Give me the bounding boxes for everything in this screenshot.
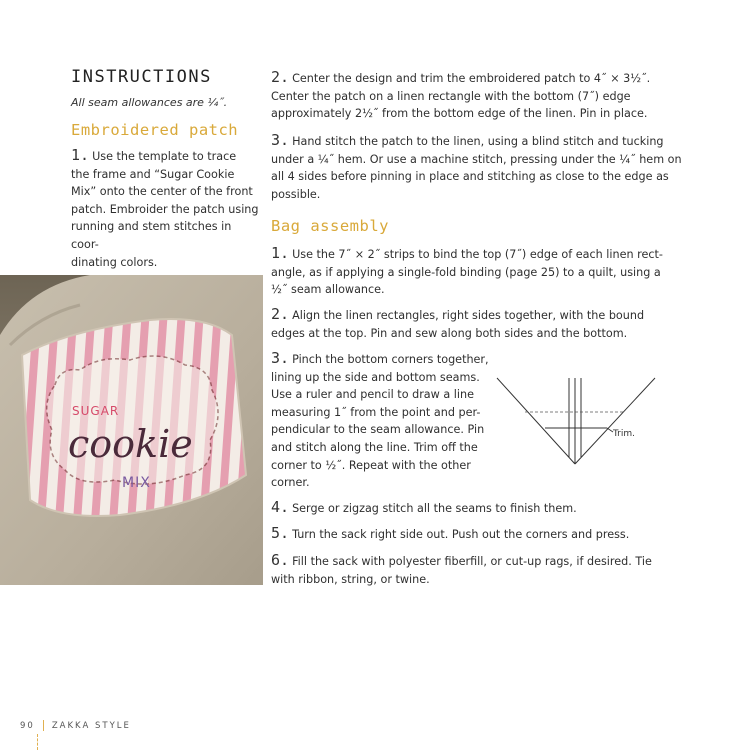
step-line: Fill the sack with polyester fiberfill, or cut-up rags, if desired. Tie xyxy=(292,555,652,568)
bag-step-2 xyxy=(271,306,691,342)
step-line: corner. xyxy=(271,476,310,490)
step-number: 5. xyxy=(271,524,290,542)
step-line: Center the patch on a linen rectangle with the bottom (7˝) edge xyxy=(271,89,631,103)
page-number: 90 xyxy=(20,721,35,731)
step-line: lining up the side and bottom seams. xyxy=(271,370,480,384)
step-line: all 4 sides before pinning in place and stitching as close to the edge as xyxy=(271,170,669,184)
step-number: 2. xyxy=(271,68,290,86)
step-line: the frame and “Sugar Cookie xyxy=(71,167,235,181)
cookie-embroidery: cookie xyxy=(68,422,193,466)
step-number: 1. xyxy=(71,146,90,164)
step-line: measuring 1˝ from the point and per- xyxy=(271,405,481,419)
page-title: INSTRUCTIONS xyxy=(71,67,212,87)
step-number: 3. xyxy=(271,349,290,367)
step-line: edges at the top. Pin and sew along both sides and the bottom. xyxy=(271,326,628,340)
step-line: Pinch the bottom corners together, xyxy=(292,353,489,366)
step-line: Mix” onto the center of the front xyxy=(71,185,253,199)
patch-step-2 xyxy=(271,69,691,123)
step-line: dinating colors. xyxy=(71,255,158,269)
step-number: 3. xyxy=(271,131,290,149)
step-line: ½˝ seam allowance. xyxy=(271,283,385,297)
seam-allowance-note: All seam allowances are ¼˝. xyxy=(71,96,228,109)
step-line: Use a ruler and pencil to draw a line xyxy=(271,388,474,402)
step-line: Serge or zigzag stitch all the seams to finish them. xyxy=(292,502,577,515)
step-line: Align the linen rectangles, right sides together, with the bound xyxy=(292,309,645,322)
step-line: patch. Embroider the patch using xyxy=(71,202,259,216)
step-line: Hand stitch the patch to the linen, using a blind stitch and tucking xyxy=(292,135,664,148)
page-footer xyxy=(20,720,131,731)
book-title: ZAKKA STYLE xyxy=(51,721,131,731)
footer-dashed-line xyxy=(37,734,39,750)
section-heading-bag-assembly: Bag assembly xyxy=(271,217,389,235)
step-line: pendicular to the seam allowance. Pin xyxy=(271,423,485,437)
step-line: Center the design and trim the embroidered patch to 4˝ × 3½˝. xyxy=(292,72,651,85)
bag-step-3 xyxy=(271,350,501,492)
step-number: 6. xyxy=(271,551,290,569)
step-number: 1. xyxy=(271,244,290,262)
step-line: under a ¼˝ hem. Or use a machine stitch, pressing under the ¼˝ hem on xyxy=(271,152,682,166)
step-line: possible. xyxy=(271,187,321,201)
step-number: 2. xyxy=(271,305,290,323)
sugar-embroidery: SUGAR xyxy=(72,404,120,418)
step-line: running and stem stitches in coor- xyxy=(71,220,232,251)
step-number: 4. xyxy=(271,498,290,516)
step-line: approximately 2½˝ from the bottom edge of the linen. Pin in place. xyxy=(271,107,648,121)
step-line: Use the template to trace xyxy=(92,150,237,163)
step-line: Turn the sack right side out. Push out the corners and press. xyxy=(292,528,630,541)
step-line: corner to ½˝. Repeat with the other xyxy=(271,458,471,472)
step-line: Use the 7˝ × 2˝ strips to bind the top (7˝) edge of each linen rect- xyxy=(292,248,663,261)
corner-trim-diagram xyxy=(495,374,665,470)
sack-photo xyxy=(0,275,263,585)
patch-step-3 xyxy=(271,132,691,203)
patch-step-1 xyxy=(71,147,261,271)
section-heading-embroidered-patch: Embroidered patch xyxy=(71,121,239,139)
mix-embroidery: MIX xyxy=(122,475,151,491)
bag-step-1 xyxy=(271,245,691,299)
bag-step-6 xyxy=(271,552,691,588)
bag-step-4 xyxy=(271,499,691,518)
trim-label: Trim. xyxy=(613,429,636,439)
corner-diagram-svg xyxy=(495,374,665,470)
bag-step-5 xyxy=(271,525,691,544)
step-line: and stitch along the line. Trim off the xyxy=(271,440,478,454)
step-line: angle, as if applying a single-fold binding (page 25) to a quilt, using a xyxy=(271,265,661,279)
step-line: with ribbon, string, or twine. xyxy=(271,572,430,586)
footer-divider xyxy=(43,720,44,731)
sack-photo-illustration xyxy=(0,275,263,585)
